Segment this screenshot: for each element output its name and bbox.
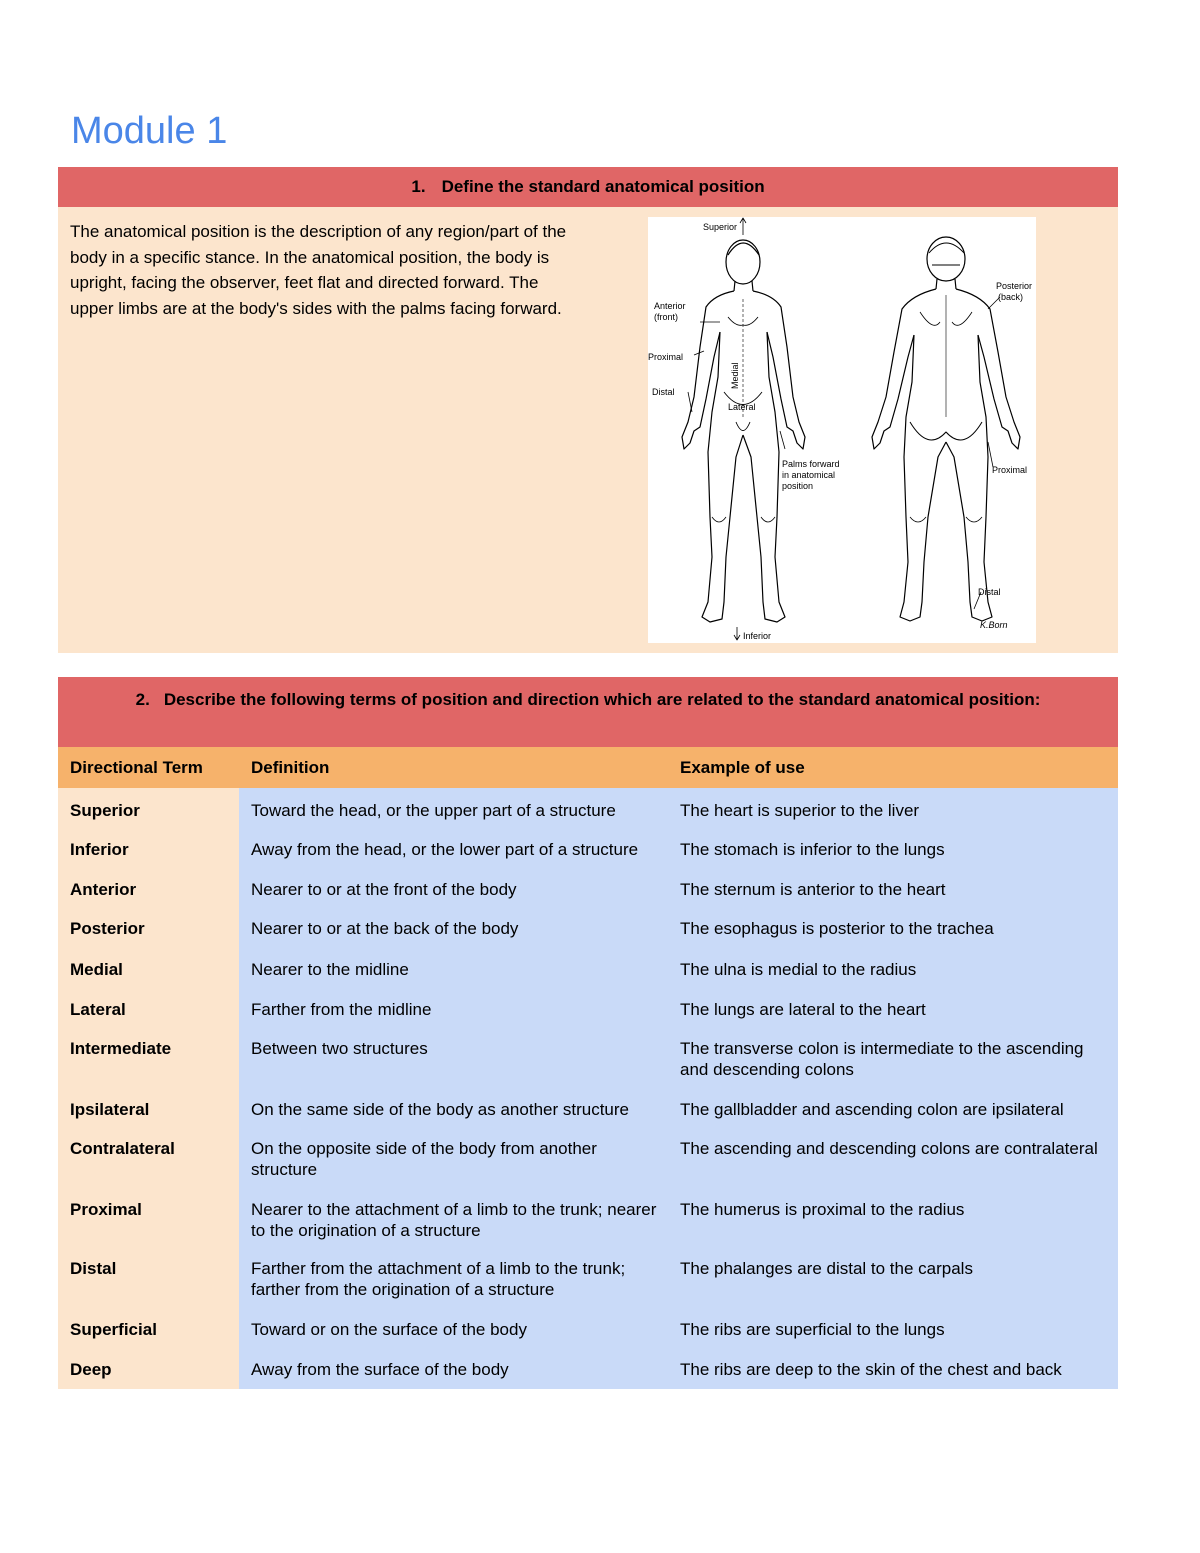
term-cell: Intermediate (70, 1039, 172, 1058)
label-palms-2: in anatomical (782, 470, 836, 480)
term-cell: Contralateral (70, 1139, 175, 1158)
example-cell: The gallbladder and ascending colon are ipsilateral (680, 1100, 1064, 1119)
term-cell: Deep (70, 1360, 112, 1379)
term-cell: Superficial (70, 1320, 157, 1339)
example-cell: The sternum is anterior to the heart (680, 880, 946, 899)
definition-cell: Between two structures (251, 1039, 428, 1058)
label-back: (back) (998, 292, 1024, 302)
example-cell: The transverse colon is intermediate to the ascending and descending colons (680, 1039, 1084, 1079)
term-cell: Medial (70, 960, 123, 979)
example-cell: The ribs are superficial to the lungs (680, 1320, 945, 1339)
definition-cell: Nearer to or at the back of the body (251, 919, 519, 938)
term-cell: Posterior (70, 919, 145, 938)
section2-header (58, 677, 1118, 747)
term-cell: Superior (70, 801, 140, 820)
artist-signature: K.Born (980, 620, 1008, 630)
term-cell: Inferior (70, 840, 129, 859)
section1-heading: Define the standard anatomical position (441, 177, 765, 196)
anatomical-position-figure (648, 217, 1036, 643)
example-cell: The lungs are lateral to the heart (680, 1000, 926, 1019)
example-cell: The phalanges are distal to the carpals (680, 1259, 973, 1278)
example-cell: The stomach is inferior to the lungs (680, 840, 945, 859)
definition-cell: Toward the head, or the upper part of a structure (251, 801, 616, 820)
label-lateral: Lateral (728, 402, 756, 412)
term-cell: Anterior (70, 880, 137, 899)
section1-header (58, 167, 1118, 207)
definition-cell: Nearer to the attachment of a limb to the trunk; nearer to the origination of a structure (251, 1200, 657, 1240)
section2-heading: Describe the following terms of position and direction which are related to the standard anatomical position: (163, 690, 1041, 709)
section1-text: The anatomical position is the description of any region/part of the body in a specific stance. In the anatomical position, the body is upright, facing the observer, feet flat and directed forward. The upper limbs are at the body's sides with the palms facing forward. (70, 222, 567, 318)
section2-number: 2. (135, 690, 150, 709)
anatomical-diagram (648, 217, 1036, 643)
example-cell: The ribs are deep to the skin of the chest and back (680, 1360, 1062, 1379)
definition-cell: On the same side of the body as another structure (251, 1100, 629, 1119)
definition-cell: Away from the surface of the body (251, 1360, 509, 1379)
example-cell: The heart is superior to the liver (680, 801, 920, 820)
example-cell: The ulna is medial to the radius (680, 960, 917, 979)
label-front: (front) (654, 312, 679, 322)
section1-body (58, 207, 1118, 653)
column-header-term: Directional Term (70, 758, 203, 777)
label-proximal-back: Proximal (992, 465, 1028, 475)
table-header-row (58, 747, 1118, 788)
definition-cell: Nearer to or at the front of the body (251, 880, 517, 899)
example-cell: The esophagus is posterior to the trachea (680, 919, 994, 938)
label-palms-3: position (782, 481, 814, 491)
label-anterior: Anterior (654, 301, 686, 311)
label-palms-1: Palms forward (782, 459, 840, 469)
section1-number: 1. (411, 177, 426, 196)
page-title: Module 1 (71, 110, 228, 152)
label-superior: Superior (703, 222, 738, 232)
term-cell: Ipsilateral (70, 1100, 150, 1119)
term-cell: Proximal (70, 1200, 142, 1219)
label-proximal-front: Proximal (648, 352, 684, 362)
terms-table (58, 788, 1118, 1389)
definition-cell: On the opposite side of the body from another structure (251, 1139, 597, 1179)
definition-cell: Farther from the midline (251, 1000, 432, 1019)
label-inferior: Inferior (743, 631, 772, 641)
example-cell: The ascending and descending colons are contralateral (680, 1139, 1098, 1158)
column-header-example: Example of use (680, 758, 805, 777)
definition-cell: Farther from the attachment of a limb to the trunk; farther from the origination of a structure (251, 1259, 626, 1299)
term-cell: Lateral (70, 1000, 126, 1019)
label-medial: Medial (730, 362, 740, 389)
label-distal-front: Distal (652, 387, 675, 397)
column-header-definition: Definition (251, 758, 330, 777)
label-distal-back: Distal (978, 587, 1001, 597)
label-posterior: Posterior (996, 281, 1033, 291)
definition-cell: Away from the head, or the lower part of a structure (251, 840, 639, 859)
term-cell: Distal (70, 1259, 117, 1278)
definition-cell: Nearer to the midline (251, 960, 409, 979)
definition-cell: Toward or on the surface of the body (251, 1320, 527, 1339)
example-cell: The humerus is proximal to the radius (680, 1200, 965, 1219)
